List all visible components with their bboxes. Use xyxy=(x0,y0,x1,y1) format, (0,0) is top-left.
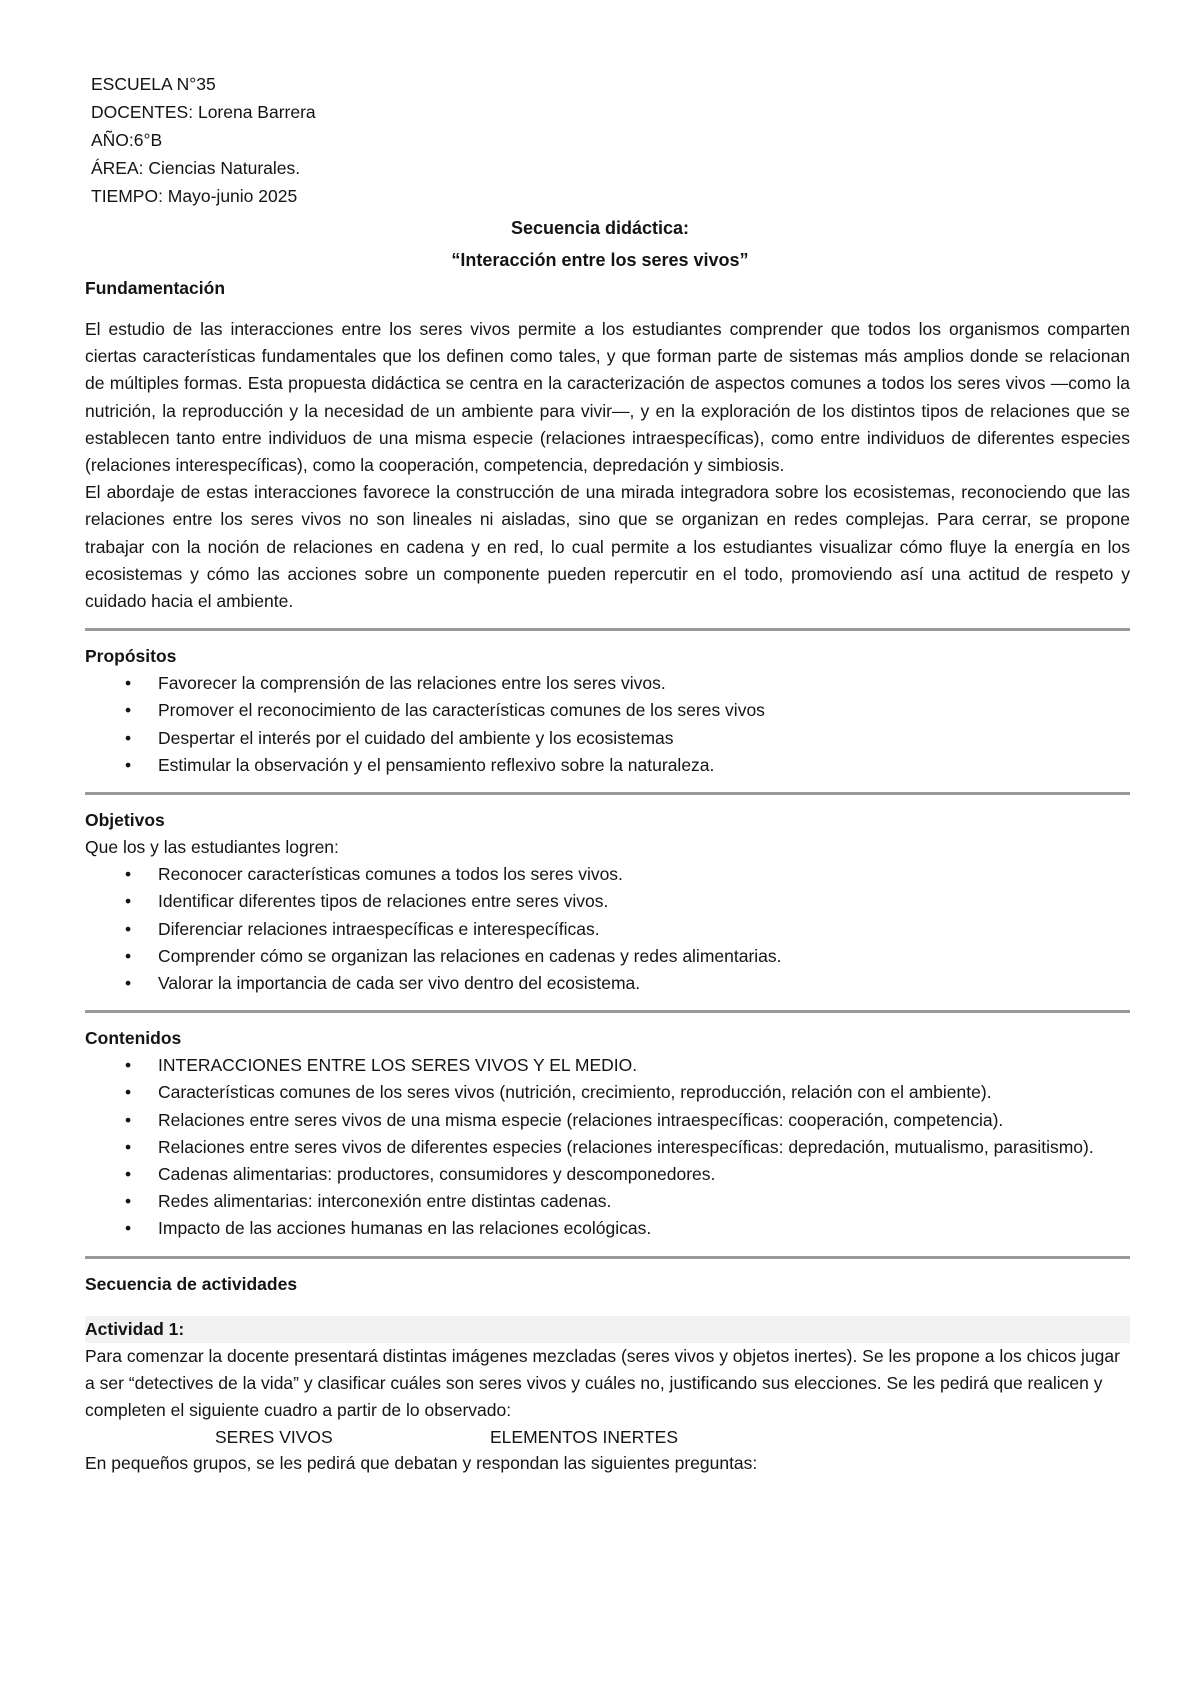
list-item: • Impacto de las acciones humanas en las relaciones ecológicas. xyxy=(85,1215,1130,1242)
contenidos-list xyxy=(85,1052,1130,1242)
document-body xyxy=(85,275,1130,1478)
school-name: ESCUELA N°35 xyxy=(91,74,216,94)
objetivos-heading: Objetivos xyxy=(85,810,165,831)
actividad-1-text: Para comenzar la docente presentará distintas imágenes mezcladas (seres vivos y objetos inertes). Se les propone a los chicos jugar a ser “detectives de la vida” y clasificar cuáles son seres vivos y cuáles no, justificando sus elecciones. Se les pedirá que realicen y completen el siguiente cuadro a partir de lo observado: xyxy=(85,1345,1120,1421)
document-title: Secuencia didáctica: xyxy=(510,218,690,238)
list-item: • Redes alimentarias: interconexión entre distintas cadenas. xyxy=(85,1188,1130,1215)
list-item: • Cadenas alimentarias: productores, consumidores y descomponedores. xyxy=(85,1161,1130,1188)
fundamentacion-paragraph-2: El abordaje de estas interacciones favorece la construcción de una mirada integradora sobre los ecosistemas, reconociendo que las relaciones entre los seres vivos no son lineales ni aisladas, sino que se organizan en redes complejas. Para cerrar, se propone trabajar con la noción de relaciones en cadena y en red, lo cual permite a los estudiantes visualizar cómo fluye la energía en los ecosistemas y cómo las acciones sobre un componente pueden repercutir en el todo, promoviendo así una actitud de respeto y cuidado hacia el ambiente. xyxy=(85,482,1130,612)
document-subtitle: “Interacción entre los seres vivos” xyxy=(451,250,749,270)
list-item: • Valorar la importancia de cada ser vivo dentro del ecosistema. xyxy=(85,970,1130,997)
objetivos-intro: Que los y las estudiantes logren: xyxy=(85,837,339,858)
objetivos-section xyxy=(85,807,1130,997)
propositos-list xyxy=(85,670,1130,779)
section-divider xyxy=(85,1256,1130,1259)
actividad-1-title: Actividad 1: xyxy=(85,1316,1130,1343)
list-item: • Comprender cómo se organizan las relaciones en cadenas y redes alimentarias. xyxy=(85,943,1130,970)
column-seres-vivos: SERES VIVOS xyxy=(215,1427,333,1448)
section-divider xyxy=(85,628,1130,631)
document-header xyxy=(91,70,316,210)
list-item: • Características comunes de los seres vivos (nutrición, crecimiento, reproducción, relación con el ambiente). xyxy=(85,1079,1130,1106)
teacher-name: DOCENTES: Lorena Barrera xyxy=(91,102,316,122)
classification-table-header xyxy=(85,1424,1130,1450)
fundamentacion-paragraph-1: El estudio de las interacciones entre los seres vivos permite a los estudiantes comprender que todos los organismos comparten ciertas características fundamentales que los definen como tales, y que forman parte de sistemas más amplios donde se relacionan de múltiples formas. Esta propuesta didáctica se centra en la caracterización de aspectos comunes a todos los seres vivos —como la nutrición, la reproducción y la necesidad de un ambiente para vivir—, y en la exploración de los distintos tipos de relaciones que se establecen tanto entre individuos de una misma especie (relaciones intraespecíficas), como entre individuos de diferentes especies (relaciones interespecíficas), como la cooperación, competencia, depredación y simbiosis. xyxy=(85,319,1130,476)
section-divider xyxy=(85,792,1130,795)
list-item: • Diferenciar relaciones intraespecíficas e interespecíficas. xyxy=(85,916,1130,943)
time-period: TIEMPO: Mayo-junio 2025 xyxy=(91,186,298,206)
list-item: • Identificar diferentes tipos de relaciones entre seres vivos. xyxy=(85,888,1130,915)
list-item: • Reconocer características comunes a todos los seres vivos. xyxy=(85,861,1130,888)
objetivos-list xyxy=(85,861,1130,997)
fundamentacion-section xyxy=(85,275,1130,615)
contenidos-heading: Contenidos xyxy=(85,1028,182,1049)
list-item: • Estimular la observación y el pensamiento reflexivo sobre la naturaleza. xyxy=(85,752,1130,779)
secuencia-heading: Secuencia de actividades xyxy=(85,1273,298,1294)
propositos-heading: Propósitos xyxy=(85,646,177,667)
secuencia-section xyxy=(85,1271,1130,1478)
list-item: • Despertar el interés por el cuidado del ambiente y los ecosistemas xyxy=(85,725,1130,752)
list-item: • Favorecer la comprensión de las relaciones entre los seres vivos. xyxy=(85,670,1130,697)
contenidos-section xyxy=(85,1025,1130,1242)
column-elementos-inertes: ELEMENTOS INERTES xyxy=(490,1427,679,1448)
list-item: • INTERACCIONES ENTRE LOS SERES VIVOS Y EL MEDIO. xyxy=(85,1052,1130,1079)
list-item: • Relaciones entre seres vivos de una misma especie (relaciones intraespecíficas: cooperación, competencia). xyxy=(85,1107,1130,1134)
list-item: • Relaciones entre seres vivos de diferentes especies (relaciones interespecíficas: depredación, mutualismo, parasitismo). xyxy=(85,1134,1130,1161)
subject-area: ÁREA: Ciencias Naturales. xyxy=(91,158,301,178)
section-divider xyxy=(85,1010,1130,1013)
propositos-section xyxy=(85,643,1130,779)
fundamentacion-heading: Fundamentación xyxy=(85,278,226,298)
actividad-1-followup: En pequeños grupos, se les pedirá que debatan y respondan las siguientes preguntas: xyxy=(85,1453,758,1474)
school-year: AÑO:6°B xyxy=(91,130,163,150)
list-item: • Promover el reconocimiento de las características comunes de los seres vivos xyxy=(85,697,1130,724)
